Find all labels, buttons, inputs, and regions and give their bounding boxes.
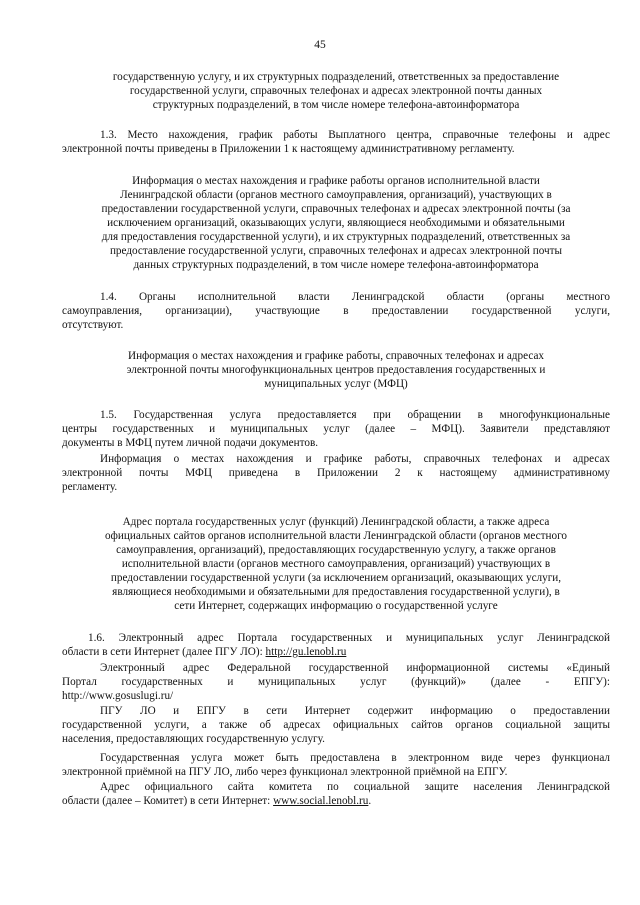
paragraph-1-5 bbox=[62, 408, 610, 450]
pgu-lo-link[interactable]: http://gu.lenobl.ru bbox=[265, 646, 347, 658]
text-line: исключением организаций, оказывающих услуги, являющиеся необходимыми и обязательными bbox=[107, 217, 565, 229]
text-line: предоставление государственной услуги, справочных телефонах и адресах электронной почты bbox=[109, 245, 563, 257]
text-span: области (далее – Комитет) в сети Интернет: bbox=[62, 795, 274, 807]
text-span: . bbox=[368, 795, 372, 807]
text-line bbox=[62, 645, 610, 659]
text-line: Информация о местах нахождения и графике работы органов исполнительной власти bbox=[132, 175, 540, 187]
text-line: населения, предоставляющих государственную услугу. bbox=[62, 733, 325, 745]
section-heading-portal bbox=[62, 515, 610, 613]
text-line: самоуправления, организаций), предоставляющих государственную услугу, а также органов bbox=[116, 544, 556, 556]
text-line: для предоставления государственной услуги), и их структурных подразделений, ответственных за bbox=[101, 231, 571, 243]
text-line: 1.4. Органы исполнительной власти Ленинградской области (органы местного bbox=[100, 291, 610, 303]
text-line: Информация о местах нахождения и графике работы, справочных телефонах и адресах bbox=[100, 453, 610, 465]
text-line: предоставлении государственной услуги, справочных телефонах и адресах электронной почты (за bbox=[101, 203, 571, 215]
text-line: электронной почты приведены в Приложении 1 к настоящему административному регламенту. bbox=[62, 143, 515, 155]
text-line: исполнительной власти (органов местного самоуправления, организаций) участвующих в bbox=[121, 558, 551, 570]
paragraph-epgu bbox=[62, 661, 610, 703]
text-line: государственной услуги, а также об адресах официальных сайтов органов социальной защиты bbox=[62, 719, 610, 731]
text-line: электронной почты МФЦ приведена в Приложении 2 к настоящему административному bbox=[62, 467, 610, 479]
text-line: ПГУ ЛО и ЕПГУ в сети Интернет содержит информацию о предоставлении bbox=[100, 705, 610, 717]
text-line: Информация о местах нахождения и графике работы, справочных телефонах и адресах bbox=[127, 350, 544, 362]
text-line: являющиеся необходимыми и обязательными для предоставления государственной услуги), в bbox=[112, 586, 560, 598]
paragraph-1-4 bbox=[62, 290, 610, 332]
text-line: государственную услугу, и их структурных подразделений, ответственных за предоставление bbox=[112, 71, 560, 83]
paragraph-1-6 bbox=[62, 631, 610, 659]
text-line: государственной услуги, справочных телефонах и адресах электронной почты данных bbox=[129, 85, 543, 97]
text-line: Портал государственных и муниципальных услуг (функций)» (далее - ЕПГУ): bbox=[62, 676, 610, 688]
text-span: области в сети Интернет (далее ПГУ ЛО): bbox=[62, 646, 266, 658]
page-number: 45 bbox=[314, 39, 326, 51]
text-line: муниципальных услуг (МФЦ) bbox=[264, 378, 408, 390]
paragraph-top-continuation bbox=[62, 70, 610, 112]
text-line: 1.6. Электронный адрес Портала государственных и муниципальных услуг Ленинградской bbox=[88, 632, 610, 644]
text-line: отсутствуют. bbox=[62, 319, 124, 331]
text-line: Государственная услуга может быть предоставлена в электронном виде через функционал bbox=[100, 752, 610, 764]
paragraph-committee bbox=[62, 780, 610, 808]
text-line: самоуправления, организации), участвующие в предоставлении государственной услуги, bbox=[62, 305, 610, 317]
text-line: сети Интернет, содержащих информацию о государственной услуге bbox=[174, 600, 498, 612]
paragraph-mfc-info bbox=[62, 452, 610, 494]
section-heading-organs bbox=[62, 174, 610, 272]
section-heading-mfc bbox=[62, 349, 610, 391]
text-line: Адрес портала государственных услуг (функций) Ленинградской области, а также адреса bbox=[122, 516, 550, 528]
text-line: структурных подразделений, в том числе номере телефона-автоинформатора bbox=[152, 99, 520, 111]
paragraph-pgu-epgu bbox=[62, 704, 610, 746]
paragraph-electronic bbox=[62, 751, 610, 779]
text-line: данных структурных подразделений, в том числе номере телефона-автоинформатора bbox=[133, 259, 539, 271]
text-line: 1.5. Государственная услуга предоставляется при обращении в многофункциональные bbox=[100, 409, 610, 421]
text-line: документы в МФЦ путем личной подачи документов. bbox=[62, 437, 319, 449]
text-line bbox=[62, 794, 610, 808]
text-line: 1.3. Место нахождения, график работы Выплатного центра, справочные телефоны и адрес bbox=[100, 129, 610, 141]
paragraph-1-3 bbox=[62, 128, 610, 156]
committee-site-link[interactable]: www.social.lenobl.ru bbox=[273, 795, 369, 807]
text-line: электронной приёмной на ПГУ ЛО, либо через функционал электронной приёмной на ЕПГУ. bbox=[62, 766, 508, 778]
text-line: Электронный адрес Федеральной государственной информационной системы «Единый bbox=[100, 662, 610, 674]
text-line: регламенту. bbox=[62, 481, 118, 493]
text-line: Ленинградской области (органов местного самоуправления, организаций), участвующих в bbox=[120, 189, 552, 201]
text-line: http://www.gosuslugi.ru/ bbox=[62, 690, 174, 702]
text-line: Адрес официального сайта комитета по социальной защите населения Ленинградской bbox=[100, 781, 610, 793]
text-line: официальных сайтов органов исполнительной власти Ленинградской области (органов местного bbox=[105, 530, 567, 542]
text-line: электронной почты многофункциональных центров предоставления государственных и bbox=[126, 364, 546, 376]
text-line: предоставлении государственной услуги (за исключением организаций, оказывающих услуги, bbox=[110, 572, 562, 584]
text-line: центры государственных и муниципальных услуг (далее – МФЦ). Заявители представляют bbox=[62, 423, 610, 435]
